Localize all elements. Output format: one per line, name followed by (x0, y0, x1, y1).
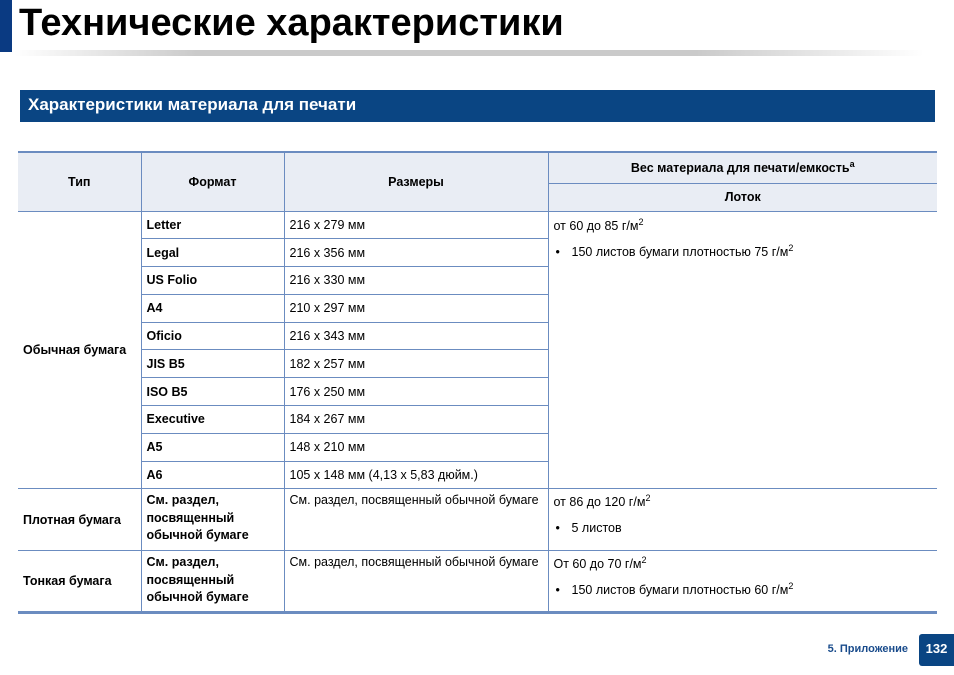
size-cell: 105 x 148 мм (4,13 x 5,83 дюйм.) (284, 461, 548, 489)
size-cell: См. раздел, посвященный обычной бумаге (284, 489, 548, 551)
table-header-row (18, 152, 937, 183)
capacity-value: 150 листов бумаги плотностью 75 г/м (571, 244, 789, 259)
page-number: 132 (919, 634, 954, 666)
type-thick: Плотная бумага (18, 489, 141, 551)
size-cell: 148 x 210 мм (284, 433, 548, 461)
format-cell: A4 (141, 294, 284, 322)
format-cell: ISO B5 (141, 378, 284, 406)
superscript: 2 (645, 493, 651, 504)
section-header (20, 90, 935, 122)
title-divider (14, 50, 924, 56)
weight-thin (548, 551, 937, 613)
header-weight-footnote: a (849, 158, 855, 169)
header-type: Тип (18, 152, 141, 211)
bullet-icon: • (555, 583, 560, 598)
header-weight (548, 152, 937, 183)
format-cell: Executive (141, 406, 284, 434)
superscript: 2 (788, 242, 794, 253)
page-title: Технические характеристики (19, 2, 564, 44)
media-spec-table (18, 151, 937, 614)
weight-thick (548, 489, 937, 551)
header-weight-label: Вес материала для печати/емкость (630, 160, 850, 175)
format-cell: A5 (141, 433, 284, 461)
size-cell: 216 x 279 мм (284, 211, 548, 239)
size-cell: 182 x 257 мм (284, 350, 548, 378)
format-cell: Letter (141, 211, 284, 239)
header-format: Формат (141, 152, 284, 211)
size-cell: 216 x 356 мм (284, 239, 548, 267)
capacity-value: 150 листов бумаги плотностью 60 г/м (571, 583, 789, 598)
weight-line (554, 556, 933, 572)
size-cell: 210 x 297 мм (284, 294, 548, 322)
size-cell: 176 x 250 мм (284, 378, 548, 406)
size-cell: 216 x 330 мм (284, 267, 548, 295)
superscript: 2 (788, 581, 794, 592)
weight-plain (548, 211, 937, 489)
weight-value: от 86 до 120 г/м (553, 495, 646, 510)
table-row (18, 211, 937, 239)
weight-line (554, 218, 933, 234)
format-cell: См. раздел, посвященный обычной бумаге (141, 489, 284, 551)
table-row (18, 489, 937, 551)
format-cell: US Folio (141, 267, 284, 295)
size-cell: 184 x 267 мм (284, 406, 548, 434)
weight-value: от 60 до 85 г/м (553, 218, 639, 233)
format-cell: Legal (141, 239, 284, 267)
capacity-line (554, 582, 933, 598)
header-tray: Лоток (548, 183, 937, 211)
footer-chapter: 5. Приложение (827, 643, 908, 655)
bullet-icon: • (555, 521, 560, 536)
format-cell: См. раздел, посвященный обычной бумаге (141, 551, 284, 613)
superscript: 2 (641, 555, 647, 566)
weight-line (554, 494, 933, 510)
format-cell: A6 (141, 461, 284, 489)
size-cell: См. раздел, посвященный обычной бумаге (284, 551, 548, 613)
capacity-line (554, 520, 933, 536)
type-plain: Обычная бумага (18, 211, 141, 489)
format-cell: Oficio (141, 322, 284, 350)
capacity-value: 5 листов (571, 521, 622, 536)
superscript: 2 (638, 216, 644, 227)
section-title: Характеристики материала для печати (28, 95, 357, 114)
header-size: Размеры (284, 152, 548, 211)
format-cell: JIS B5 (141, 350, 284, 378)
type-thin: Тонкая бумага (18, 551, 141, 613)
title-accent-bar (0, 0, 12, 52)
bullet-icon: • (555, 244, 560, 259)
capacity-line (554, 244, 933, 260)
table-row (18, 551, 937, 613)
weight-value: От 60 до 70 г/м (553, 557, 642, 572)
size-cell: 216 x 343 мм (284, 322, 548, 350)
